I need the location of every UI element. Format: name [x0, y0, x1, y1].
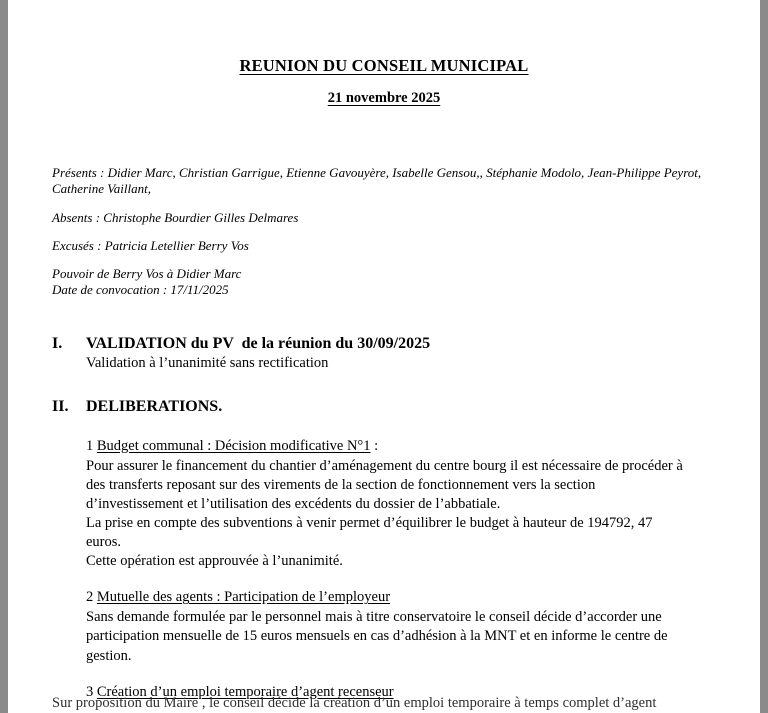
article-heading: [86, 589, 716, 606]
excused-list: Excusés : Patricia Letellier Berry Vos: [52, 237, 249, 253]
article-line: participation mensuelle de 15 euros mensuels en cas d’adhésion à la MNT et en informe le centre de: [86, 628, 668, 645]
article-number: 1: [86, 437, 97, 454]
clipped-last-line: Sur proposition du Maire , le conseil décide la création d’un emploi temporaire à temps complet d’agent: [52, 695, 657, 711]
article-heading: [86, 438, 716, 455]
article-line: Cette opération est approuvée à l’unanimité.: [86, 553, 343, 570]
section-validation-title: VALIDATION du PV de la réunion du 30/09/2025: [86, 334, 431, 352]
article-title: Budget communal : Décision modificative N°1: [96, 437, 371, 454]
article-number: 3: [86, 683, 97, 700]
section-validation-number: I.: [52, 334, 63, 352]
article-line: gestion.: [86, 647, 132, 664]
proxy-line: Pouvoir de Berry Vos à Didier Marc: [52, 266, 242, 281]
convocation-date: Date de convocation : 17/11/2025: [52, 282, 229, 298]
article-body: [86, 457, 716, 572]
absent-list: Absents : Christophe Bourdier Gilles Delmares: [52, 209, 299, 225]
article-line: d’investissement et l’utilisation des excédents du dossier de l’abbatiale.: [86, 495, 501, 512]
page-title: REUNION DU CONSEIL MUNICIPAL: [239, 56, 529, 75]
present-line-1: Présents : Didier Marc, Christian Garrigue, Etienne Gavouyère, Isabelle Gensou,, Stéphanie Modolo, Jean-Philippe Peyrot,: [52, 165, 702, 180]
section-deliberations-number: II.: [52, 397, 69, 415]
document-content: [52, 0, 716, 713]
meeting-date: 21 novembre 2025: [327, 90, 441, 106]
article-line: Pour assurer le financement du chantier d’aménagement du centre bourg il est nécessaire de procéder à: [86, 457, 683, 474]
section-validation: [52, 335, 716, 372]
article-line: des transferts reposant sur des virements de la section de fonctionnement vers la section: [86, 476, 596, 493]
article-title: Mutuelle des agents : Participation de l’employeur: [96, 589, 391, 606]
article-number: 2: [86, 589, 97, 606]
present-list: [52, 165, 716, 198]
present-line-2: Catherine Vaillant,: [52, 181, 151, 197]
document-page: [8, 0, 760, 713]
section-deliberations-heading: [52, 398, 716, 416]
article-title-tail: :: [370, 437, 379, 454]
section-validation-heading: [52, 335, 716, 353]
article-title: Création d’un emploi temporaire d’agent recenseur: [96, 683, 394, 700]
article-item: [86, 589, 716, 665]
section-deliberations-title: DELIBERATIONS.: [86, 397, 223, 415]
section-validation-subtitle: Validation à l’unanimité sans rectification: [86, 354, 329, 371]
article-body: [86, 608, 716, 665]
article-line: Sans demande formulée par le personnel mais à titre conservatoire le conseil décide d’accorder une: [86, 609, 662, 626]
attendance-block: [52, 165, 716, 299]
article-line: euros.: [86, 534, 122, 550]
article-item: [86, 438, 716, 572]
article-line: La prise en compte des subventions à venir permet d’équilibrer le budget à hauteur de 194792, 47: [86, 514, 653, 531]
articles-list: [86, 438, 716, 701]
section-deliberations: [52, 398, 716, 416]
